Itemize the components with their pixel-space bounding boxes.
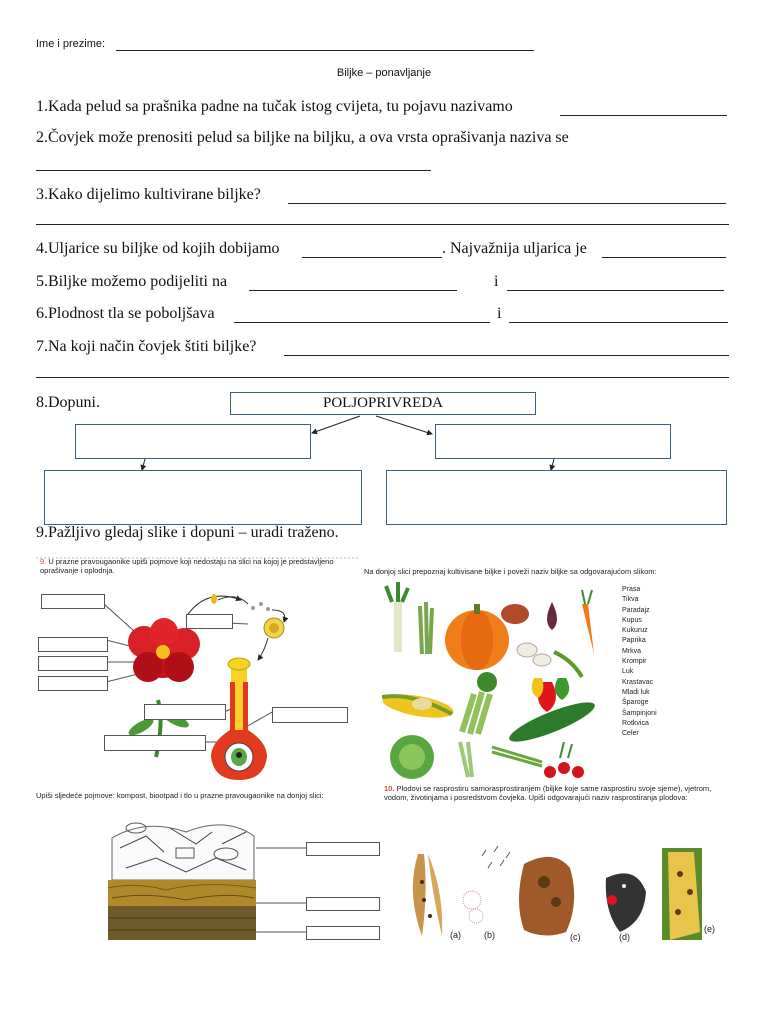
flower-caption-text: U prazne pravougaonike upiši pojmove koji nedostaju na slici na kojoj je predstavljeno oprašivanje i oplodnja. <box>40 557 334 575</box>
dispersal-caption-number: 10. <box>384 784 395 793</box>
soil-caption: Upiši sljedeće pojmove: kompost, biootpad i tlo u prazne pravougaonike na donjoj slici: <box>36 791 324 800</box>
arrow-right <box>376 416 432 434</box>
flower-blank-8[interactable] <box>104 735 206 751</box>
flower-blank-3[interactable] <box>38 656 108 671</box>
vegetable-name-item: Mladi luk <box>622 688 650 696</box>
vegetable-name-item: Luk <box>622 668 634 676</box>
diagram-box-left-2[interactable] <box>44 470 362 525</box>
diagram-box-right-2[interactable] <box>386 470 727 525</box>
vegetable-name-item: Paprika <box>622 637 646 645</box>
vegetable-name-item: Tikva <box>622 596 639 604</box>
vegetable-name-item: Rotkvica <box>622 719 649 727</box>
arrow-left <box>312 416 360 433</box>
soil-panel <box>36 788 382 944</box>
dispersal-label-d: (d) <box>619 932 630 942</box>
question-9: 9.Pažljivo gledaj slike i dopuni – uradi traženo. <box>36 524 339 541</box>
flower-blank-5[interactable] <box>186 614 233 629</box>
flower-caption-number: 9. <box>40 557 47 566</box>
question-4-part-b: . Najvažnija uljarica je <box>442 240 587 257</box>
flower-blank-1[interactable] <box>41 594 105 609</box>
vegetables-caption: Na donjoj slici prepoznaj kultivisane biljke i poveži naziv biljke sa odgovarajućom slikom: <box>364 567 657 576</box>
soil-blank-3[interactable] <box>306 926 380 940</box>
page-title: Biljke – ponavljanje <box>336 67 432 79</box>
dispersal-label-c: (c) <box>570 932 581 942</box>
vegetables-illustration <box>382 582 642 782</box>
vegetable-name-item: Mrkva <box>622 647 642 655</box>
flower-blank-4[interactable] <box>38 676 108 691</box>
question-2: 2.Čovjek može prenositi pelud sa biljke na biljku, a ova vrsta oprašivanja naziva se <box>36 129 569 146</box>
question-7: 7.Na koji način čovjek štiti biljke? <box>36 338 257 355</box>
vegetable-name-item: Kukuruz <box>622 627 648 635</box>
flower-caption <box>40 557 352 575</box>
vegetables-panel <box>362 562 690 780</box>
question-4-part-a: 4.Uljarice su biljke od kojih dobijamo <box>36 240 280 257</box>
dispersal-label-a: (a) <box>450 930 461 940</box>
vegetable-name-item: Krompir <box>622 658 647 666</box>
question-6: 6.Plodnost tla se poboljšava <box>36 305 215 322</box>
diagram-box-right-1[interactable] <box>435 424 671 459</box>
arrow-left-down <box>142 459 145 470</box>
question-5: 5.Biljke možemo podijeliti na <box>36 273 228 290</box>
diagram-box-left-1[interactable] <box>75 424 311 459</box>
flower-blank-6[interactable] <box>144 704 226 720</box>
soil-illustration <box>36 788 382 944</box>
vegetable-name-item: Paradajz <box>622 606 650 614</box>
flower-blank-7[interactable] <box>272 707 348 723</box>
and-label-5: i <box>494 273 499 290</box>
and-label-6: i <box>497 305 502 322</box>
question-8: 8.Dopuni. <box>36 394 100 411</box>
dispersal-illustration <box>384 782 732 946</box>
vegetable-name-item: Prasa <box>622 586 641 593</box>
vegetable-name-item: Šampinjoni <box>622 709 657 717</box>
dispersal-label-e: (e) <box>704 924 715 934</box>
soil-blank-2[interactable] <box>306 897 380 911</box>
vegetable-name-item: Šparoge <box>622 699 649 707</box>
dispersal-panel <box>384 782 732 946</box>
flower-panel <box>36 552 358 780</box>
vegetable-name-item: Krastavac <box>622 678 654 686</box>
question-3: 3.Kako dijelimo kultivirane biljke? <box>36 186 261 203</box>
dispersal-caption-text: Plodovi se rasprostiru samorasprostiranjem (biljke koje same rasprostiru svoje sjeme), vjetrom, vodom, životinjama i posredstvom čovjeka. Upiši odgovarajući naziv rasprostiranja plodova: <box>384 784 712 802</box>
name-label: Ime i prezime: <box>36 38 106 50</box>
vegetable-name-item: Kupus <box>622 616 642 624</box>
flower-blank-2[interactable] <box>38 637 108 652</box>
diagram-root-label: POLJOPRIVREDA <box>322 395 443 411</box>
vegetable-names-list <box>622 585 657 739</box>
arrow-right-down <box>551 459 554 470</box>
dispersal-label-b: (b) <box>484 930 495 940</box>
question-1: 1.Kada pelud sa prašnika padne na tučak istog cvijeta, tu pojavu nazivamo <box>36 98 513 115</box>
vegetable-name-item: Celer <box>622 730 639 738</box>
soil-blank-1[interactable] <box>306 842 380 856</box>
